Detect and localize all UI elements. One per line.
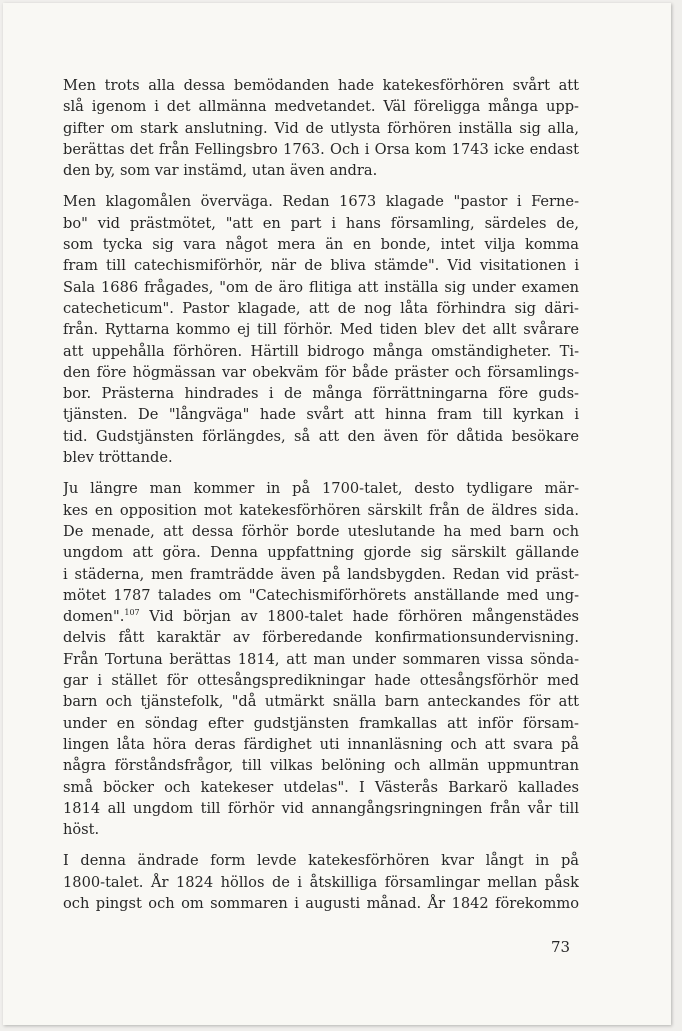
paragraph-4 <box>63 850 579 914</box>
text-line: den före högmässan var obekväm för både präster och församlings- <box>63 363 579 381</box>
page-number: 73 <box>551 938 571 956</box>
book-page <box>3 3 671 1025</box>
text-line: De menade, att dessa förhör borde uteslutande ha med barn och <box>63 522 579 540</box>
text-line: slå igenom i det allmänna medvetandet. Väl föreligga många upp- <box>63 98 579 116</box>
text-line: som tycka sig vara något mera än en bonde, intet vilja komma <box>63 236 579 254</box>
text-line: att uppehålla förhören. Härtill bidrogo många omständigheter. Ti- <box>63 342 579 360</box>
text-line: små böcker och katekeser utdelas". I Västerås Barkarö kallades <box>63 778 579 796</box>
text-line: gar i stället för ottesångspredikningar hade ottesångsförhör med <box>63 672 579 690</box>
footnote-marker: 107 <box>124 608 140 618</box>
body-text <box>63 75 579 924</box>
text-line-with-footnote <box>63 606 579 627</box>
text-line: och pingst och om sommaren i augusti månad. År 1842 förekommo <box>63 894 579 912</box>
paragraph-3 <box>63 478 579 840</box>
text-line: den by, som var instämd, utan även andra. <box>63 162 378 180</box>
text-line: i städerna, men framträdde även på landsbygden. Redan vid präst- <box>63 565 579 583</box>
text-line: 1800-talet. År 1824 höllos de i åtskilliga församlingar mellan påsk <box>63 873 579 891</box>
text-line: I denna ändrade form levde katekesförhören kvar långt in på <box>63 852 579 870</box>
text-line: bo" vid prästmötet, "att en part i hans församling, särdeles de, <box>63 214 579 232</box>
text-line: några förståndsfrågor, till vilkas belöning och allmän uppmuntran <box>63 757 579 775</box>
text-line: tjänsten. De "långväga" hade svårt att hinna fram till kyrkan i <box>63 406 579 424</box>
text-line: från. Ryttarna kommo ej till förhör. Med tiden blev det allt svårare <box>63 321 579 339</box>
text-line: Sala 1686 frågades, "om de äro flitiga att inställa sig under examen <box>63 278 579 296</box>
text-line: Från Tortuna berättas 1814, att man under sommaren vissa sönda- <box>63 650 579 668</box>
text-line: tid. Gudstjänsten förlängdes, så att den även för dåtida besökare <box>63 427 579 445</box>
text-line: ungdom att göra. Denna uppfattning gjorde sig särskilt gällande <box>63 544 579 562</box>
text-line: höst. <box>63 821 100 839</box>
text-line: bor. Prästerna hindrades i de många förrättningarna före guds- <box>63 385 579 403</box>
text-line: Ju längre man kommer in på 1700-talet, desto tydligare mär- <box>63 480 579 498</box>
text-segment: domen". <box>63 608 125 626</box>
text-line: delvis fått karaktär av förberedande konfirmationsundervisning. <box>63 629 579 647</box>
text-line: Men klagomålen överväga. Redan 1673 klagade "pastor i Ferne- <box>63 193 579 211</box>
text-line: blev tröttande. <box>63 449 173 467</box>
text-line: fram till catechismiförhör, när de bliva stämde". Vid visitationen i <box>63 257 579 275</box>
text-line: kes en opposition mot katekesförhören särskilt från de äldres sida. <box>63 501 579 519</box>
text-line: lingen låta höra deras färdighet uti innanläsning och att svara på <box>63 735 579 753</box>
text-line: catecheticum". Pastor klagade, att de nog låta förhindra sig däri- <box>63 299 579 317</box>
text-line: 1814 all ungdom till förhör vid annangångsringningen från vår till <box>63 799 579 817</box>
text-segment: Vid början av 1800-talet hade förhören mångenstädes <box>139 608 579 626</box>
text-line: Men trots alla dessa bemödanden hade katekesförhören svårt att <box>63 77 579 94</box>
text-line: gifter om stark anslutning. Vid de utlysta förhören inställa sig alla, <box>63 119 579 137</box>
paragraph-2 <box>63 191 579 468</box>
text-line: barn och tjänstefolk, "då utmärkt snälla barn anteckandes för att <box>63 693 579 711</box>
paragraph-1 <box>63 75 579 181</box>
text-line: berättas det från Fellingsbro 1763. Och i Orsa kom 1743 icke endast <box>63 140 579 158</box>
text-line: under en söndag efter gudstjänsten framkallas att inför försam- <box>63 714 579 732</box>
text-line: mötet 1787 talades om "Catechismiförhörets anställande med ung- <box>63 586 579 604</box>
